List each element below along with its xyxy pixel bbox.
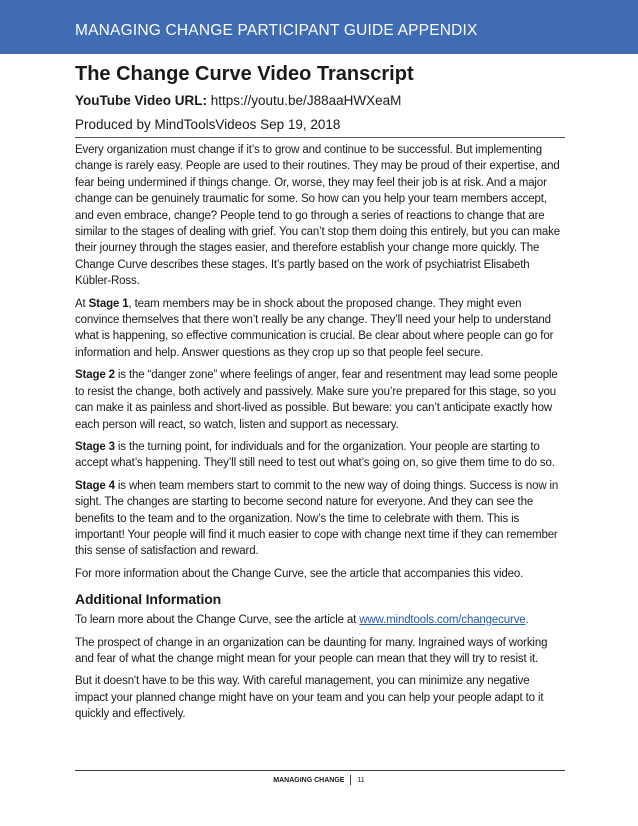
stage-1-label: Stage 1: [88, 297, 129, 310]
video-url-value: https://youtu.be/J88aaHWXeaM: [207, 93, 402, 108]
footer-label: MANAGING CHANGE: [273, 776, 345, 784]
produced-by-line: Produced by MindToolsVideos Sep 19, 2018: [75, 116, 565, 138]
video-url-label: YouTube Video URL:: [75, 93, 207, 108]
stage-1-prefix: At: [75, 297, 89, 310]
additional-information-heading: Additional Information: [75, 591, 222, 608]
learn-more-end: .: [525, 614, 529, 627]
stage-1-paragraph: [75, 296, 565, 362]
stage-4-label: Stage 4: [75, 479, 115, 492]
stage-1-text: , team members may be in shock about the proposed change. They might even convince themselves that there won’t really be any change. They’ll need your help to understand what is happening, so effective communication is crucial. Be clear about where people can go for information and help. Answer questions as they crop up so that people feel secure.: [75, 297, 554, 359]
stage-3-paragraph: [75, 439, 565, 472]
closing-paragraph: But it doesn't have to be this way. With careful management, you can minimize any negative impact your planned change might have on your team and you can help your people adapt to it quickly and effectively.: [75, 675, 544, 721]
stage-4-text: is when team members start to commit to the new way of doing things. Success is now in sight. The changes are starting to become second nature for everyone. And they can see the benefits to the team and to the organization. Now’s the time to celebrate with them. This is important! Your people will find it much easier to cope with change next time if they can remember this sense of satisfaction and reward.: [75, 479, 559, 558]
stage-2-paragraph: [75, 367, 565, 433]
learn-more-text: To learn more about the Change Curve, see the article at: [75, 614, 360, 627]
change-curve-link[interactable]: www.mindtools.com/changecurve: [359, 614, 526, 627]
header-text: MANAGING CHANGE PARTICIPANT GUIDE APPENDIX: [75, 22, 478, 39]
video-url-line: [75, 92, 565, 110]
prospect-paragraph: The prospect of change in an organization can be daunting for many. Ingrained ways of working and fear of what the change might mean for your people can mean that they will try to resist it.: [75, 636, 548, 665]
intro-paragraph: Every organization must change if it’s to grow and continue to be successful. But implementing change is rarely easy. People are used to their routines. They may be proud of their expertise, and fear being undermined if things change. Or, worse, they may feel their job is at risk. And a major change can be genuinely traumatic for some. So how can you help your team members accept, and even embrace, change? People tend to go through a series of reactions to change that are similar to the stages of dealing with grief. You can’t stop them doing this entirely, but you can make their journey through the stages easier, and therefore establish your change more quickly. The Change Curve describes these stages. It’s partly based on the work of psychiatrist Elisabeth Kübler-Ross.: [75, 144, 561, 288]
stage-4-paragraph: [75, 478, 565, 560]
stage-3-text: is the turning point, for individuals and for the organization. Your people are starting to accept what’s happening. They’ll still need to test out what’s going on, so give them time to do so.: [75, 440, 555, 470]
header-band: [0, 0, 638, 54]
learn-more-paragraph: [75, 612, 565, 628]
footer-rule: [75, 770, 565, 771]
page-number: 11: [357, 776, 365, 784]
page-title: The Change Curve Video Transcript: [75, 63, 414, 85]
transcript-body: [75, 142, 565, 723]
page-content: [75, 62, 565, 729]
page-footer: [0, 775, 638, 785]
stage-2-text: is the “danger zone” where feelings of anger, fear and resentment may lead some people to resist the change, both actively and passively. Make sure you’re prepared for this stage, so you can make it as painless and short-lived as possible. But beware: you can’t anticipate exactly how each person will react, so watch, listen and support as necessary.: [75, 369, 558, 431]
stage-3-label: Stage 3: [75, 440, 115, 453]
footer-separator: [350, 775, 351, 785]
stage-2-label: Stage 2: [75, 369, 115, 382]
more-info-paragraph: For more information about the Change Curve, see the article that accompanies this video.: [75, 567, 524, 580]
